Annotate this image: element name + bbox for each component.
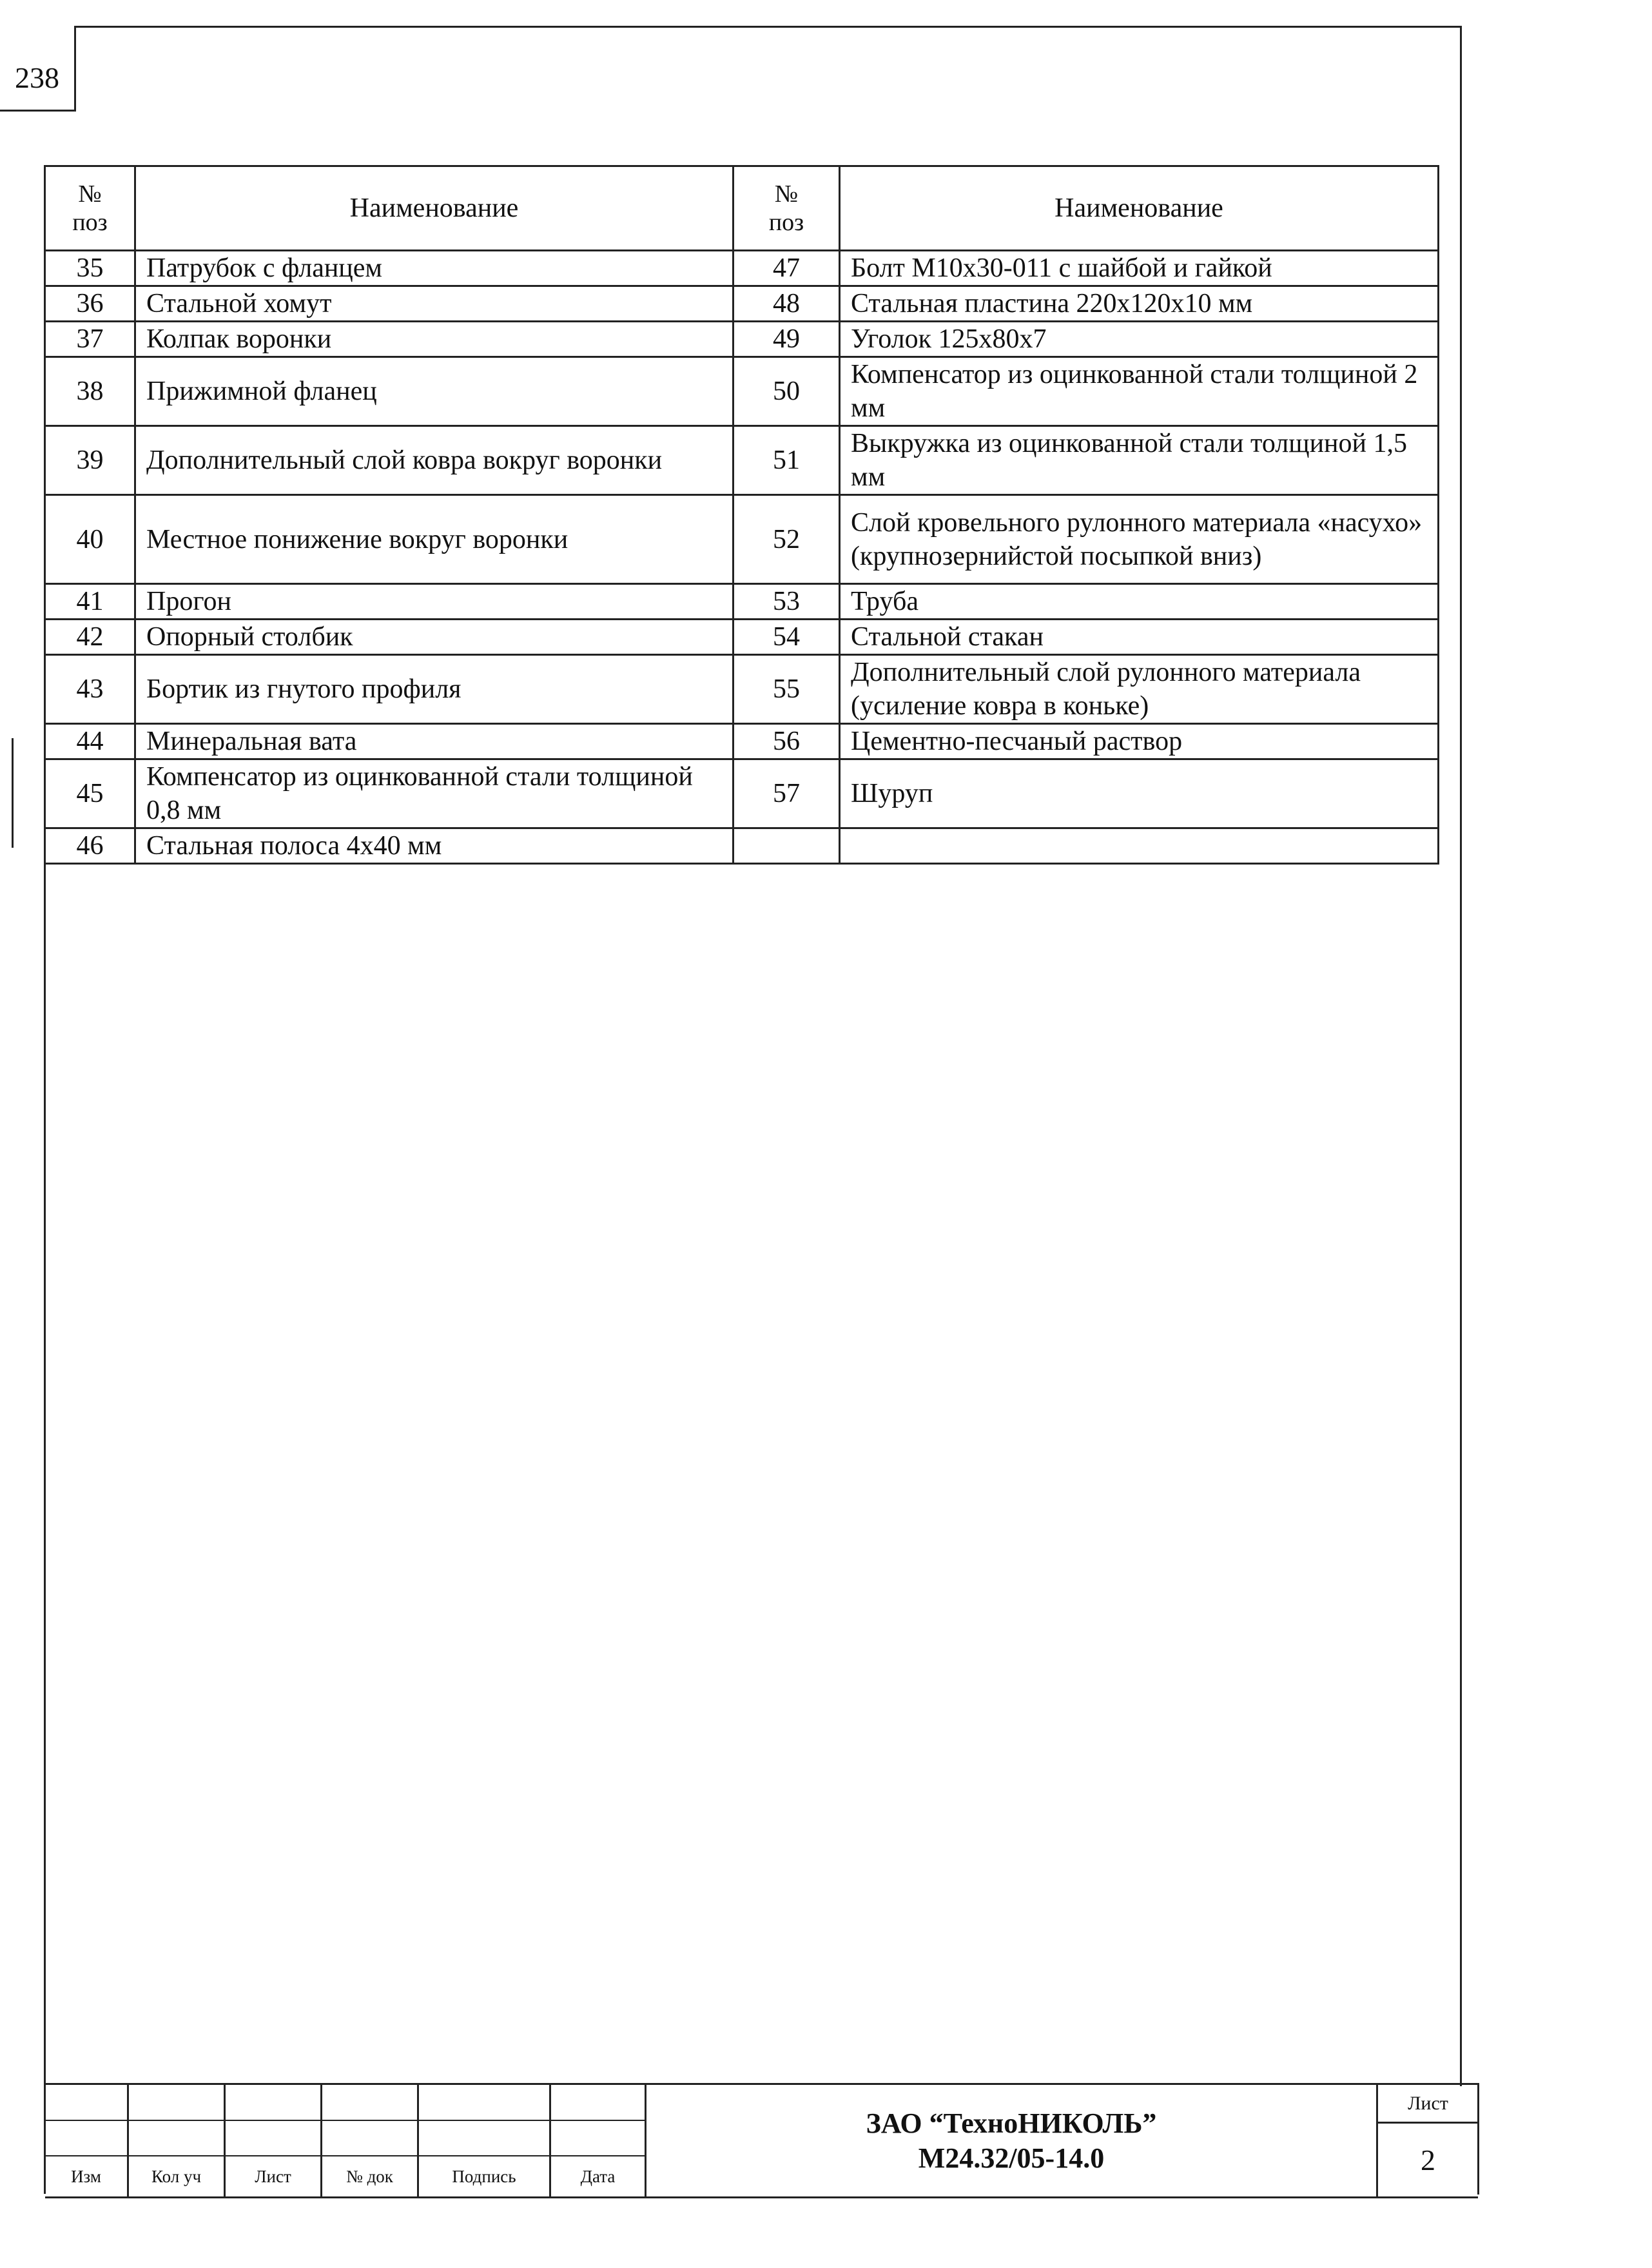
row-name-right: Дополнительный слой рулонного материала (усиление ковра в коньке) bbox=[840, 655, 1439, 724]
title-block-empty-cell bbox=[226, 2121, 322, 2156]
row-name-right: Цементно-песчаный раствор bbox=[840, 724, 1439, 759]
company-name: ЗАО “ТехноНИКОЛЬ” bbox=[866, 2107, 1157, 2139]
title-block-empty-cell bbox=[129, 2121, 226, 2156]
title-block-empty-cell bbox=[45, 2121, 129, 2156]
table-row bbox=[45, 495, 1439, 584]
row-pos-right: 49 bbox=[734, 322, 840, 357]
sheet-label: Лист bbox=[1378, 2085, 1478, 2124]
row-name-left: Минеральная вата bbox=[135, 724, 734, 759]
row-name-left: Прогон bbox=[135, 584, 734, 620]
table-row bbox=[45, 357, 1439, 426]
row-name-left: Колпак воронки bbox=[135, 322, 734, 357]
row-name-right: Слой кровельного рулонного материала «насухо» (крупнозернийстой посыпкой вниз) bbox=[840, 495, 1439, 584]
title-block-column-label: Дата bbox=[551, 2156, 646, 2196]
row-pos-right: 57 bbox=[734, 759, 840, 828]
table-row bbox=[45, 322, 1439, 357]
row-pos-right: 48 bbox=[734, 286, 840, 322]
header-name-right: Наименование bbox=[840, 166, 1439, 251]
title-block bbox=[45, 2083, 1478, 2198]
row-pos-left: 46 bbox=[45, 828, 135, 864]
row-name-left: Дополнительный слой ковра вокруг воронки bbox=[135, 426, 734, 495]
title-block-empty-cell bbox=[129, 2085, 226, 2121]
table-row bbox=[45, 584, 1439, 620]
row-pos-left: 44 bbox=[45, 724, 135, 759]
row-pos-left: 39 bbox=[45, 426, 135, 495]
row-name-right bbox=[840, 828, 1439, 864]
row-pos-right: 47 bbox=[734, 251, 840, 286]
row-name-right: Болт М10х30-011 с шайбой и гайкой bbox=[840, 251, 1439, 286]
title-block-empty-cell bbox=[419, 2121, 551, 2156]
sheet-number: 2 bbox=[1421, 2144, 1435, 2176]
row-name-right: Компенсатор из оцинкованной стали толщиной 2 мм bbox=[840, 357, 1439, 426]
title-block-column-label: № док bbox=[322, 2156, 419, 2196]
table-row bbox=[45, 426, 1439, 495]
table-row bbox=[45, 620, 1439, 655]
row-pos-right: 54 bbox=[734, 620, 840, 655]
header-pos-right: № поз bbox=[734, 166, 840, 251]
table-row bbox=[45, 655, 1439, 724]
row-pos-left: 38 bbox=[45, 357, 135, 426]
table-row bbox=[45, 251, 1439, 286]
row-pos-left: 43 bbox=[45, 655, 135, 724]
row-pos-right: 56 bbox=[734, 724, 840, 759]
row-name-left: Прижимной фланец bbox=[135, 357, 734, 426]
table-header-row bbox=[45, 166, 1439, 251]
title-block-empty-cell bbox=[226, 2085, 322, 2121]
frame-top bbox=[74, 26, 1462, 28]
title-block-revision-grid bbox=[45, 2085, 646, 2196]
title-block-column-label: Лист bbox=[226, 2156, 322, 2196]
table-row bbox=[45, 759, 1439, 828]
title-block-empty-cell bbox=[551, 2121, 646, 2156]
title-block-empty-cell bbox=[322, 2121, 419, 2156]
row-pos-left: 42 bbox=[45, 620, 135, 655]
frame-left bbox=[44, 748, 46, 2194]
title-block-empty-cell bbox=[551, 2085, 646, 2121]
title-block-empty-cell bbox=[322, 2085, 419, 2121]
frame-left-upper bbox=[74, 26, 76, 46]
row-name-right: Уголок 125х80х7 bbox=[840, 322, 1439, 357]
row-pos-left: 41 bbox=[45, 584, 135, 620]
row-name-left: Бортик из гнутого профиля bbox=[135, 655, 734, 724]
row-pos-left: 37 bbox=[45, 322, 135, 357]
row-name-left: Стальная полоса 4х40 мм bbox=[135, 828, 734, 864]
table-row bbox=[45, 286, 1439, 322]
title-block-empty-cell bbox=[419, 2085, 551, 2121]
row-pos-right: 53 bbox=[734, 584, 840, 620]
row-pos-right bbox=[734, 828, 840, 864]
row-pos-right: 52 bbox=[734, 495, 840, 584]
row-name-left: Стальной хомут bbox=[135, 286, 734, 322]
title-block-center bbox=[646, 2085, 1378, 2196]
header-pos-left: № поз bbox=[45, 166, 135, 251]
row-name-left: Компенсатор из оцинкованной стали толщиной 0,8 мм bbox=[135, 759, 734, 828]
row-pos-left: 36 bbox=[45, 286, 135, 322]
row-name-left: Патрубок с фланцем bbox=[135, 251, 734, 286]
header-name-left: Наименование bbox=[135, 166, 734, 251]
row-name-left: Местное понижение вокруг воронки bbox=[135, 495, 734, 584]
row-pos-left: 45 bbox=[45, 759, 135, 828]
row-name-right: Стальная пластина 220х120х10 мм bbox=[840, 286, 1439, 322]
row-name-right: Шуруп bbox=[840, 759, 1439, 828]
title-block-empty-cell bbox=[45, 2085, 129, 2121]
specification-table bbox=[44, 165, 1439, 865]
title-block-column-label: Кол уч bbox=[129, 2156, 226, 2196]
frame-right bbox=[1460, 26, 1462, 2086]
table-row bbox=[45, 724, 1439, 759]
row-pos-right: 50 bbox=[734, 357, 840, 426]
row-pos-left: 35 bbox=[45, 251, 135, 286]
row-name-right: Труба bbox=[840, 584, 1439, 620]
page-number: 238 bbox=[0, 45, 76, 112]
title-block-column-label: Изм bbox=[45, 2156, 129, 2196]
row-name-right: Выкружка из оцинкованной стали толщиной 1,5 мм bbox=[840, 426, 1439, 495]
row-pos-right: 55 bbox=[734, 655, 840, 724]
document-code: М24.32/05-14.0 bbox=[918, 2142, 1105, 2174]
frame-edge-mark bbox=[12, 738, 14, 848]
row-pos-right: 51 bbox=[734, 426, 840, 495]
row-name-right: Стальной стакан bbox=[840, 620, 1439, 655]
table-row bbox=[45, 828, 1439, 864]
row-name-left: Опорный столбик bbox=[135, 620, 734, 655]
row-pos-left: 40 bbox=[45, 495, 135, 584]
title-block-column-label: Подпись bbox=[419, 2156, 551, 2196]
